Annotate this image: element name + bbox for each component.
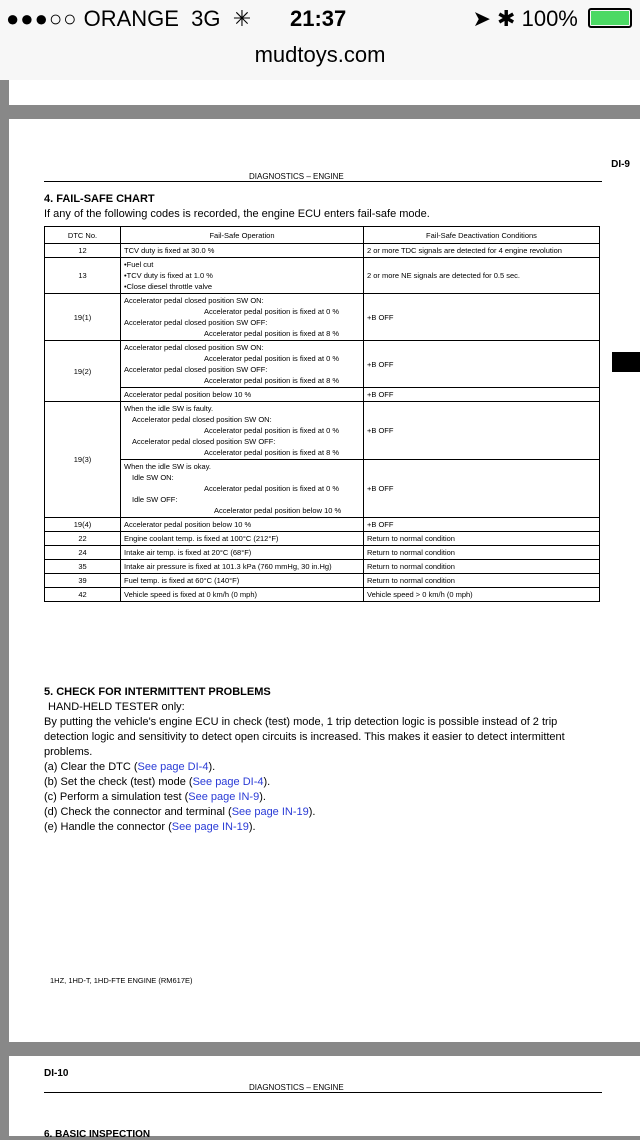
dtc-cell: 22	[45, 532, 121, 546]
operation-cell: Fuel temp. is fixed at 60°C (140°F)	[121, 574, 364, 588]
step-text: (a) Clear the DTC (	[44, 761, 138, 773]
document-page-di-9	[9, 119, 640, 1042]
operation-cell: Intake air temp. is fixed at 20°C (68°F)	[121, 546, 364, 560]
operation-cell: Accelerator pedal position below 10 %	[121, 518, 364, 532]
dtc-cell: 19(3)	[45, 402, 121, 518]
dtc-cell: 12	[45, 244, 121, 258]
step-item	[44, 775, 604, 790]
table-row	[45, 532, 600, 546]
section-5-subtitle: HAND-HELD TESTER only:	[48, 701, 185, 713]
step-item	[44, 760, 604, 775]
side-tab-marker	[612, 352, 640, 372]
col-header-operation: Fail-Safe Operation	[121, 227, 364, 244]
section-5-paragraph: By putting the vehicle's engine ECU in check (test) mode, 1 trip detection logic is possible instead of 2 trip detection logic and sensitivity to detect open circuits is increased. This makes it easier to detect intermittent problems.	[44, 716, 565, 758]
table-row	[45, 460, 600, 518]
table-row	[45, 388, 600, 402]
deactivation-cell: 2 or more TDC signals are detected for 4 engine revolution	[364, 244, 600, 258]
operation-line: •Fuel cut	[124, 260, 154, 269]
previous-page-fragment	[9, 80, 640, 105]
operation-line: Accelerator pedal closed position SW OFF:	[124, 365, 268, 374]
operation-cell	[121, 341, 364, 388]
table-row	[45, 518, 600, 532]
bluetooth-icon: ✱	[497, 6, 516, 31]
table-row	[45, 574, 600, 588]
operation-cell	[121, 258, 364, 294]
operation-cell	[121, 460, 364, 518]
operation-line: Idle SW OFF:	[132, 495, 178, 504]
deactivation-cell: 2 or more NE signals are detected for 0.5 sec.	[364, 258, 600, 294]
operation-line: Accelerator pedal position is fixed at 8 %	[204, 376, 340, 385]
section-4-title: 4. FAIL-SAFE CHART	[44, 193, 155, 205]
deactivation-cell: Vehicle speed > 0 km/h (0 mph)	[364, 588, 600, 602]
step-text: (e) Handle the connector (	[44, 821, 172, 833]
activity-spinner-icon: ✳	[232, 6, 252, 31]
see-page-link[interactable]: See page IN-19	[231, 806, 309, 818]
operation-line: Accelerator pedal closed position SW ON:	[132, 415, 272, 424]
step-item	[44, 805, 604, 820]
dtc-cell: 19(1)	[45, 294, 121, 341]
operation-line: Idle SW ON:	[132, 473, 174, 482]
deactivation-cell: Return to normal condition	[364, 532, 600, 546]
table-row	[45, 258, 600, 294]
table-row	[45, 402, 600, 460]
battery-percent: 100%	[521, 6, 578, 31]
see-page-link[interactable]: See page DI-4	[137, 761, 209, 773]
table-row	[45, 294, 600, 341]
step-text: ).	[263, 776, 271, 788]
operation-line: Accelerator pedal position is fixed at 0 %	[204, 354, 340, 363]
operation-line: Accelerator pedal closed position SW ON:	[124, 296, 264, 305]
deactivation-cell: +B OFF	[364, 294, 600, 341]
step-text: (c) Perform a simulation test (	[44, 791, 189, 803]
section-5	[44, 685, 604, 835]
table-row	[45, 341, 600, 388]
dtc-cell: 24	[45, 546, 121, 560]
deactivation-cell: +B OFF	[364, 388, 600, 402]
operation-cell: Vehicle speed is fixed at 0 km/h (0 mph)	[121, 588, 364, 602]
operation-cell	[121, 402, 364, 460]
deactivation-cell: Return to normal condition	[364, 574, 600, 588]
col-header-deactivation: Fail-Safe Deactivation Conditions	[364, 227, 600, 244]
page-header: DIAGNOSTICS – ENGINE	[249, 1083, 344, 1092]
dtc-cell: 19(2)	[45, 341, 121, 402]
location-arrow-icon: ➤	[472, 6, 491, 31]
carrier-name: ORANGE	[83, 6, 179, 31]
step-text: (b) Set the check (test) mode (	[44, 776, 193, 788]
page-number: DI-10	[44, 1068, 69, 1079]
step-text: ).	[259, 791, 266, 803]
next-section-title: 6. BASIC INSPECTION	[44, 1129, 151, 1140]
dtc-cell: 39	[45, 574, 121, 588]
deactivation-cell: +B OFF	[364, 341, 600, 388]
see-page-link[interactable]: See page IN-9	[188, 791, 260, 803]
header-rule	[44, 181, 602, 182]
dtc-cell: 13	[45, 258, 121, 294]
operation-line: When the idle SW is faulty.	[124, 404, 214, 413]
deactivation-cell: Return to normal condition	[364, 560, 600, 574]
operation-line: Accelerator pedal position is fixed at 0 %	[204, 307, 340, 316]
table-row	[45, 560, 600, 574]
deactivation-cell: +B OFF	[364, 402, 600, 460]
status-bar	[0, 0, 640, 80]
step-item	[44, 790, 604, 805]
operation-line: Accelerator pedal position is fixed at 8 %	[204, 448, 340, 457]
operation-cell: Engine coolant temp. is fixed at 100°C (212°F)	[121, 532, 364, 546]
see-page-link[interactable]: See page DI-4	[192, 776, 264, 788]
operation-cell: Intake air pressure is fixed at 101.3 kPa (760 mmHg, 30 in.Hg)	[121, 560, 364, 574]
step-text: ).	[248, 821, 256, 833]
step-item	[44, 820, 604, 835]
dtc-cell: 42	[45, 588, 121, 602]
deactivation-cell: +B OFF	[364, 460, 600, 518]
operation-line: Accelerator pedal closed position SW ON:	[124, 343, 264, 352]
deactivation-cell: Return to normal condition	[364, 546, 600, 560]
step-text: ).	[308, 806, 316, 818]
col-header-dtc: DTC No.	[45, 227, 121, 244]
operation-line: •Close diesel throttle valve	[124, 282, 213, 291]
table-header-row	[45, 227, 600, 244]
table-row	[45, 244, 600, 258]
clock: 21:37	[290, 6, 347, 31]
see-page-link[interactable]: See page IN-19	[171, 821, 249, 833]
operation-line: Accelerator pedal closed position SW OFF:	[132, 437, 276, 446]
fail-safe-chart-table	[44, 226, 600, 602]
operation-line: Accelerator pedal position is fixed at 0 %	[204, 484, 340, 493]
section-5-title: 5. CHECK FOR INTERMITTENT PROBLEMS	[44, 686, 271, 698]
operation-line: Accelerator pedal position is fixed at 8 %	[204, 329, 340, 338]
deactivation-cell: +B OFF	[364, 518, 600, 532]
page-header: DIAGNOSTICS – ENGINE	[249, 172, 344, 181]
dtc-cell: 19(4)	[45, 518, 121, 532]
document-page-di-10	[9, 1056, 640, 1140]
operation-line: Accelerator pedal position below 10 %	[214, 506, 342, 515]
carrier-info	[6, 6, 251, 32]
operation-line: •TCV duty is fixed at 1.0 %	[124, 271, 213, 280]
signal-strength-icon: ●●●○○	[6, 6, 78, 31]
step-text: ).	[208, 761, 216, 773]
operation-cell	[121, 294, 364, 341]
operation-line: Accelerator pedal position is fixed at 0 %	[204, 426, 340, 435]
header-rule	[44, 1092, 602, 1093]
status-right	[472, 6, 632, 32]
section-4-intro: If any of the following codes is recorded, the engine ECU enters fail-safe mode.	[44, 208, 430, 220]
table-row	[45, 546, 600, 560]
operation-line: Accelerator pedal closed position SW OFF:	[124, 318, 268, 327]
operation-cell: Accelerator pedal position below 10 %	[121, 388, 364, 402]
operation-cell: TCV duty is fixed at 30.0 %	[121, 244, 364, 258]
address-bar-url[interactable]: mudtoys.com	[254, 42, 386, 67]
table-row	[45, 588, 600, 602]
page-footer: 1HZ, 1HD-T, 1HD-FTE ENGINE (RM617E)	[50, 976, 193, 985]
operation-line: When the idle SW is okay.	[124, 462, 211, 471]
page-number: DI-9	[611, 159, 630, 170]
dtc-cell: 35	[45, 560, 121, 574]
network-type: 3G	[191, 6, 221, 31]
battery-icon	[588, 8, 632, 28]
step-text: (d) Check the connector and terminal (	[44, 806, 232, 818]
